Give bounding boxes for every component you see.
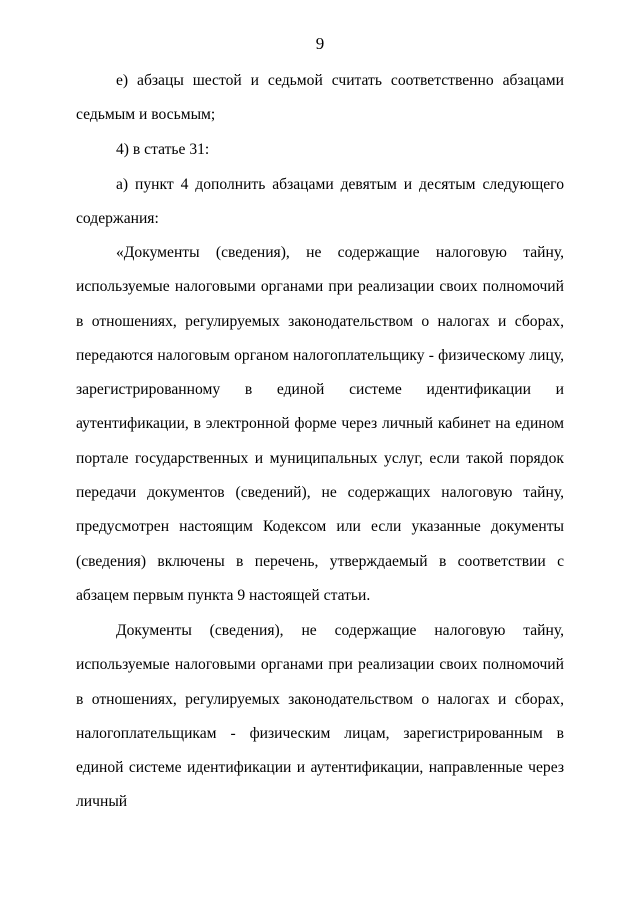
paragraph-subitem-a: а) пункт 4 дополнить абзацами девятым и десятым следующего содержания: (76, 176, 564, 228)
paragraph-quoted-documents-1: «Документы (сведения), не содержащие налоговую тайну, используемые налоговыми органами при реализации своих полномочий в отношениях, регулируемых законодательством о налогах и сборах, передаются налоговым органом налогоплательщику - физическому лицу, зарегистрированному в единой системе идентификации и аутентификации, в электронной форме через личный кабинет на едином портале государственных и муниципальных услуг, если такой порядок передачи документов (сведений), не содержащих налоговую тайну, предусмотрен настоящим Кодексом или если указанные документы (сведения) включены в перечень, утверждаемый в соответствии с абзацем первым пункта 9 настоящей статьи. (76, 244, 564, 604)
paragraph-quoted-documents-2: Документы (сведения), не содержащие налоговую тайну, используемые налоговыми органами при реализации своих полномочий в отношениях, регулируемых законодательством о налогах и сборах, налогоплательщикам - физическим лицам, зарегистрированным в единой системе идентификации и аутентификации, направленные через личный (76, 622, 564, 811)
paragraph-subitem-e: е) абзацы шестой и седьмой считать соответственно абзацами седьмым и восьмым; (76, 72, 564, 124)
page-number: 9 (315, 34, 325, 53)
paragraph-item-4-article-31: 4) в статье 31: (116, 141, 210, 158)
